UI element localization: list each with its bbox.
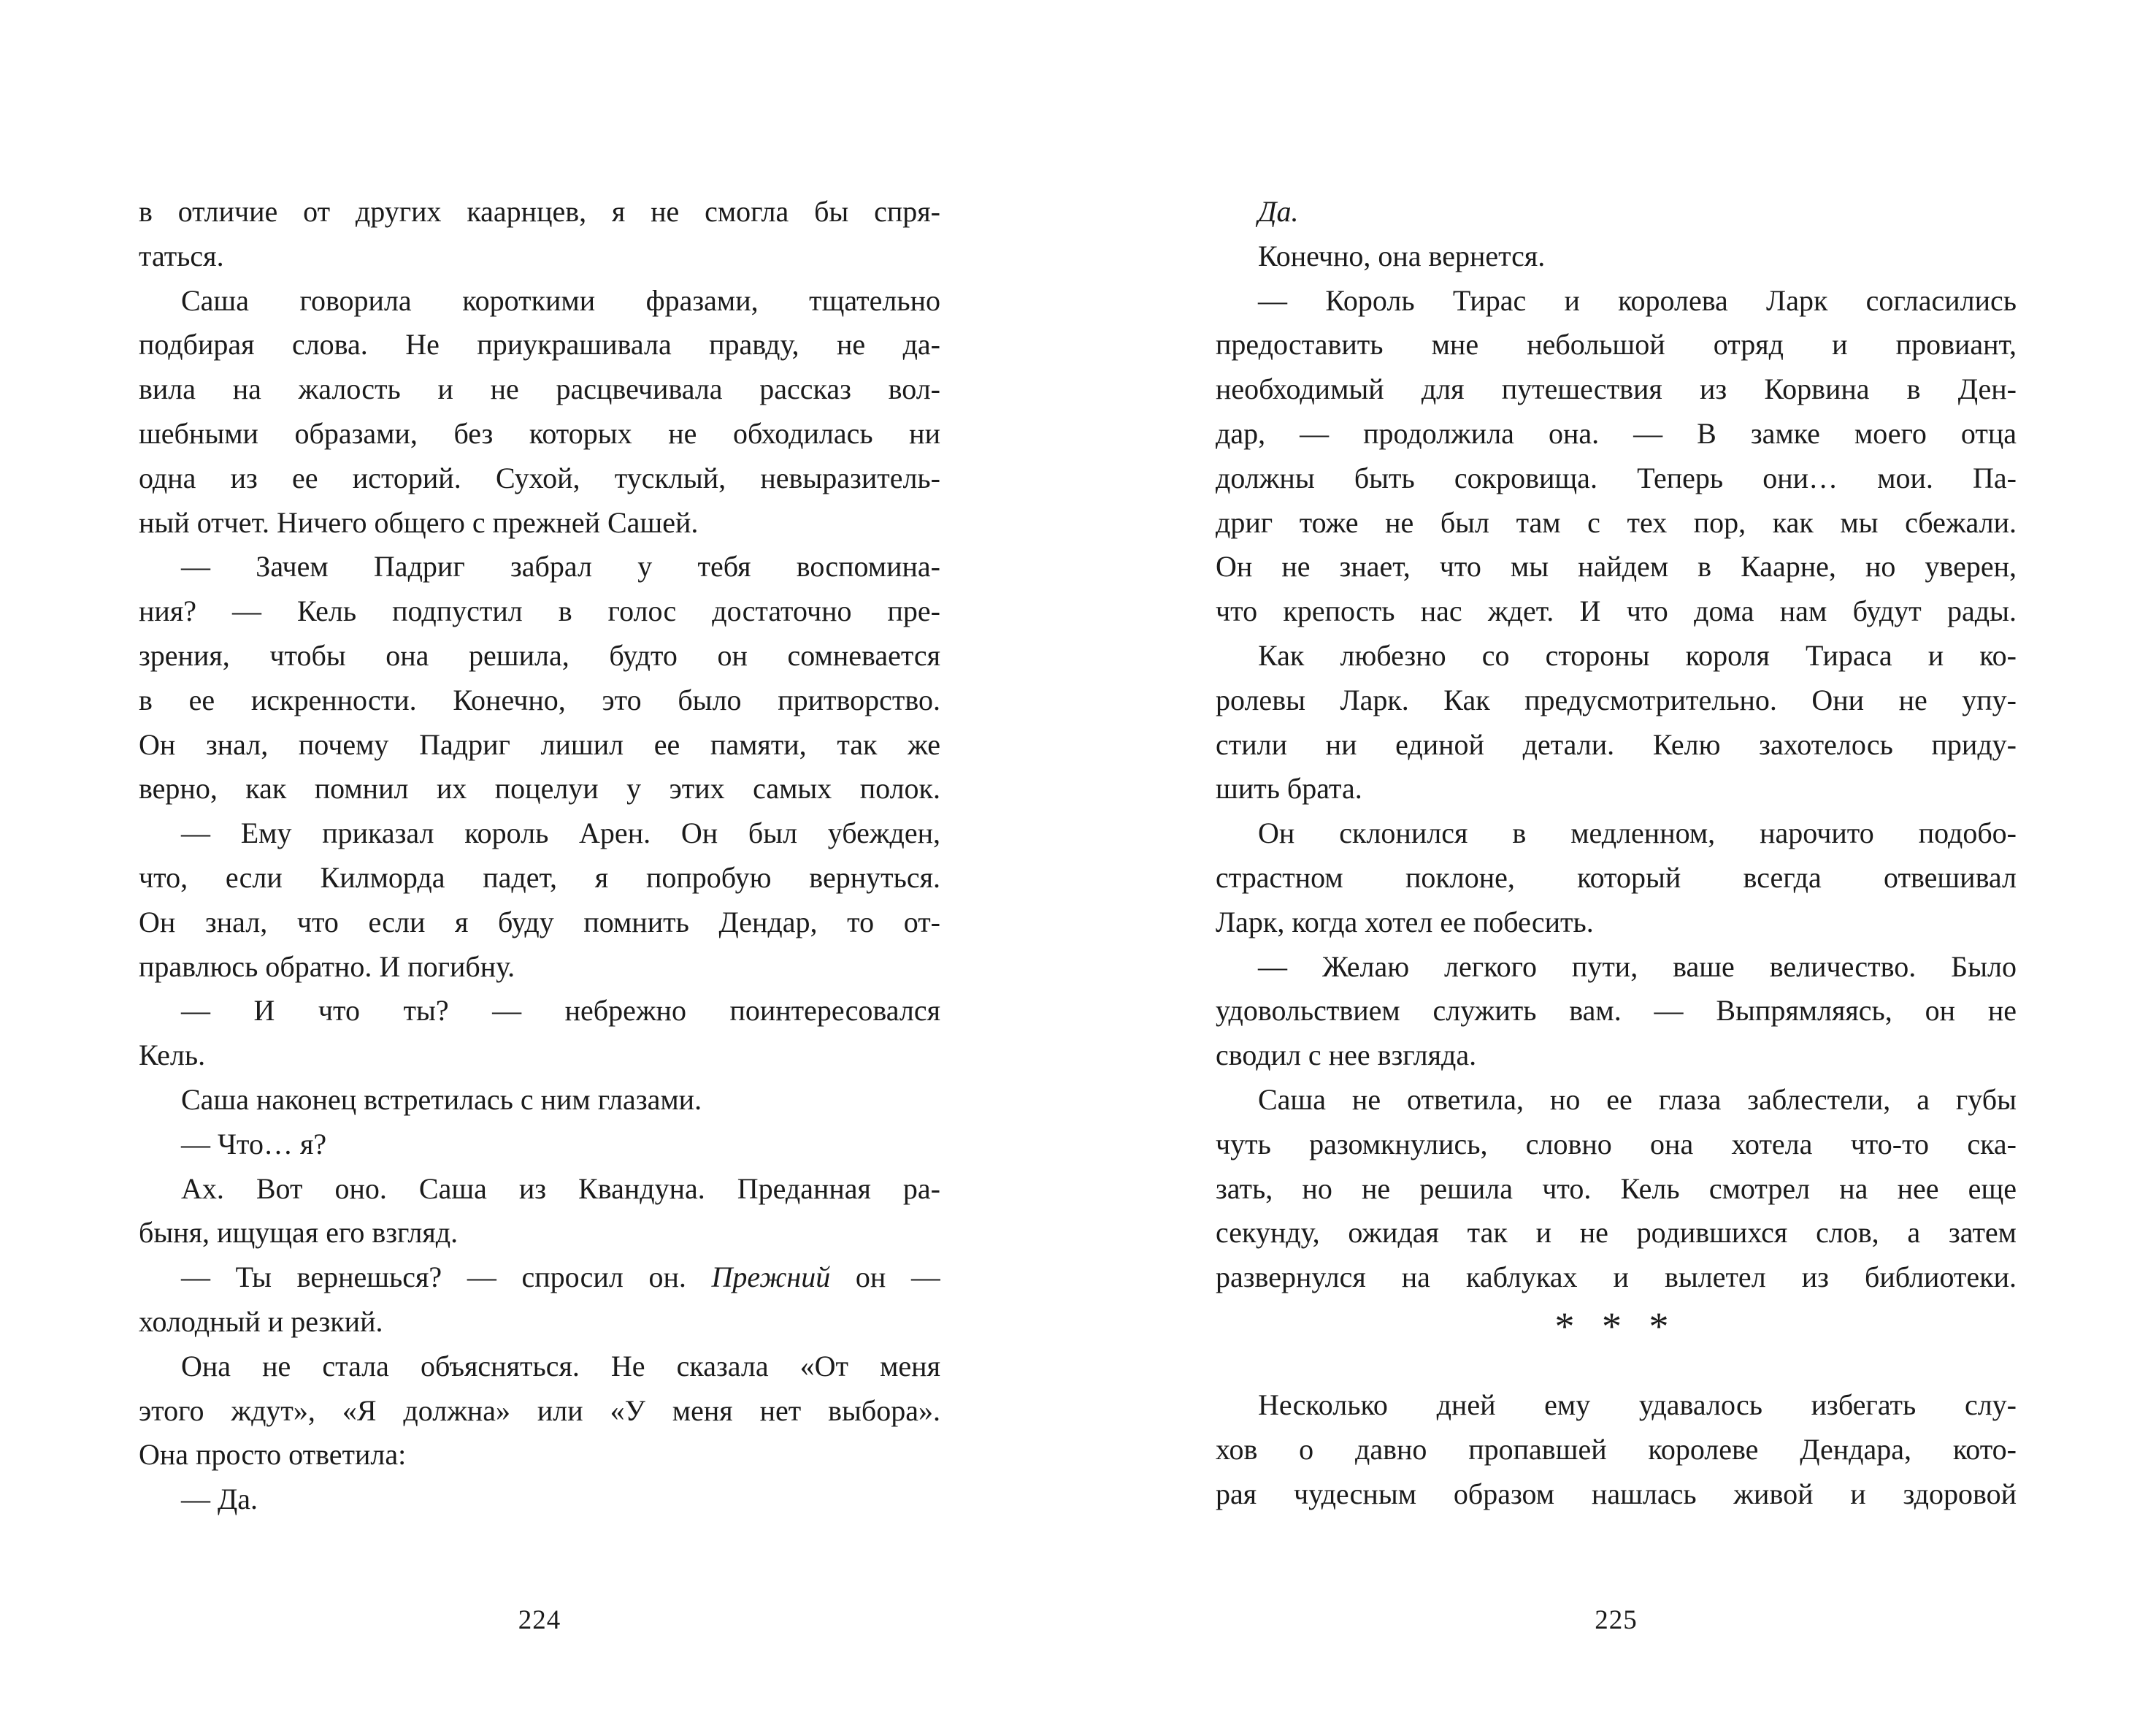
text-line: Несколько дней ему удавалось избегать слу-	[1258, 1388, 2017, 1421]
text-line: Он знал, что если я буду помнить Дендар, то от-	[139, 905, 940, 938]
emphasized-text: Прежний	[711, 1261, 831, 1294]
page-number-right: 225	[1595, 1605, 1638, 1635]
text-line: страстном поклоне, который всегда отвешивал	[1216, 860, 2017, 894]
text-line: необходимый для путешествия из Корвина в Ден-	[1216, 372, 2017, 406]
text-line: хов о давно пропавшей королеве Дендара, кото-	[1216, 1432, 2017, 1466]
text-line: Да.	[1258, 195, 1299, 228]
text-line: этого ждут», «Я должна» или «У меня нет выбора».	[139, 1393, 940, 1427]
text-line: рая чудесным образом нашлась живой и здоровой	[1216, 1477, 2017, 1510]
text-line: быня, ищущая его взгляд.	[139, 1216, 459, 1250]
text-line: что, если Килморда падет, я попробую вернуться.	[139, 860, 940, 894]
text-line: ный отчет. Ничего общего с прежней Сашей.	[139, 505, 699, 539]
text-line: удовольствием служить вам. — Выпрямляясь, он не	[1216, 994, 2017, 1028]
text-line: Конечно, она вернется.	[1258, 239, 1546, 272]
text-line: правлюсь обратно. И погибну.	[139, 949, 515, 983]
page-number-left: 224	[518, 1605, 561, 1635]
text-line: верно, как помнил их поцелуи у этих самых полок.	[139, 772, 940, 806]
text-line: — Желаю легкого пути, ваше величество. Было	[1258, 949, 2017, 983]
text-line: в отличие от других каарнцев, я не смогла бы спря-	[139, 195, 940, 228]
text-line: Кель.	[139, 1039, 206, 1072]
text-line: — Ему приказал король Арен. Он был убежден,	[181, 816, 940, 850]
text-line: Он не знает, что мы найдем в Каарне, но уверен,	[1216, 550, 2017, 584]
text-line: Саша не ответила, но ее глаза заблестели, а губы	[1258, 1082, 2017, 1116]
text-line: Ларк, когда хотел ее побесить.	[1216, 905, 1594, 938]
text-line: Она просто ответила:	[139, 1438, 407, 1472]
text-line: — Что… я?	[181, 1127, 327, 1160]
text-line: таться.	[139, 239, 224, 272]
text-line: предоставить мне небольшой отряд и провиант,	[1216, 328, 2017, 362]
text-line: чуть разомкнулись, словно она хотела что-то ска-	[1216, 1127, 2017, 1160]
text-line: должны быть сокровища. Теперь они… мои. Па-	[1216, 461, 2017, 494]
text-line: дар, — продолжила она. — В замке моего отца	[1216, 416, 2017, 450]
text-line: зать, но не решила что. Кель смотрел на нее еще	[1216, 1171, 2017, 1205]
text-line: стили ни единой детали. Келю захотелось приду-	[1216, 727, 2017, 761]
section-separator: * * *	[1554, 1304, 1678, 1348]
text-line: шебными образами, без которых не обходилась ни	[139, 416, 940, 450]
text-line: Саша говорила короткими фразами, тщательно	[181, 283, 940, 317]
text-line: секунду, ожидая так и не родившихся слов, а затем	[1216, 1216, 2017, 1250]
text-line: Ах. Вот оно. Саша из Квандуна. Преданная ра-	[181, 1171, 940, 1205]
text-line	[139, 1255, 940, 1300]
text-line: в ее искренности. Конечно, это было притворство.	[139, 683, 940, 716]
text-line: ния? — Кель подпустил в голос достаточно пре-	[139, 594, 940, 628]
text-line: подбирая слова. Не приукрашивала правду, не да-	[139, 328, 940, 362]
plain-text: — Ты вернешься? — спросил он.	[181, 1261, 712, 1294]
text-line: вила на жалость и не расцвечивала рассказ вол-	[139, 372, 940, 406]
text-line: Она не стала объясняться. Не сказала «От меня	[181, 1349, 940, 1382]
page-left-text	[139, 190, 940, 1522]
text-line: холодный и резкий.	[139, 1304, 383, 1338]
text-line: Он склонился в медленном, нарочито подобо-	[1258, 816, 2017, 850]
text-line: шить брата.	[1216, 772, 1362, 806]
text-line: одна из ее историй. Сухой, тусклый, невыразитель-	[139, 461, 940, 494]
text-line: Он знал, почему Падриг лишил ее памяти, так же	[139, 727, 940, 761]
text-line: что крепость нас ждет. И что дома нам будут рады.	[1216, 594, 2017, 628]
plain-text: он —	[830, 1261, 940, 1294]
text-line: сводил с нее взгляда.	[1216, 1039, 1477, 1072]
text-line: Саша наконец встретилась с ним глазами.	[181, 1082, 702, 1116]
text-line: зрения, чтобы она решила, будто он сомневается	[139, 638, 940, 672]
text-line: — Да.	[181, 1483, 258, 1516]
text-line: — И что ты? — небрежно поинтересовался	[181, 994, 940, 1028]
text-line: ролевы Ларк. Как предусмотрительно. Они не упу-	[1216, 683, 2017, 716]
text-line: развернулся на каблуках и вылетел из библиотеки.	[1216, 1261, 2017, 1294]
text-line: Как любезно со стороны короля Тираса и ко-	[1258, 638, 2017, 672]
page-right-text	[1216, 190, 2017, 1516]
text-line: дриг тоже не был там с тех пор, как мы сбежали.	[1216, 505, 2017, 539]
text-line: — Король Тирас и королева Ларк согласились	[1258, 283, 2017, 317]
text-line: — Зачем Падриг забрал у тебя воспомина-	[181, 550, 940, 584]
